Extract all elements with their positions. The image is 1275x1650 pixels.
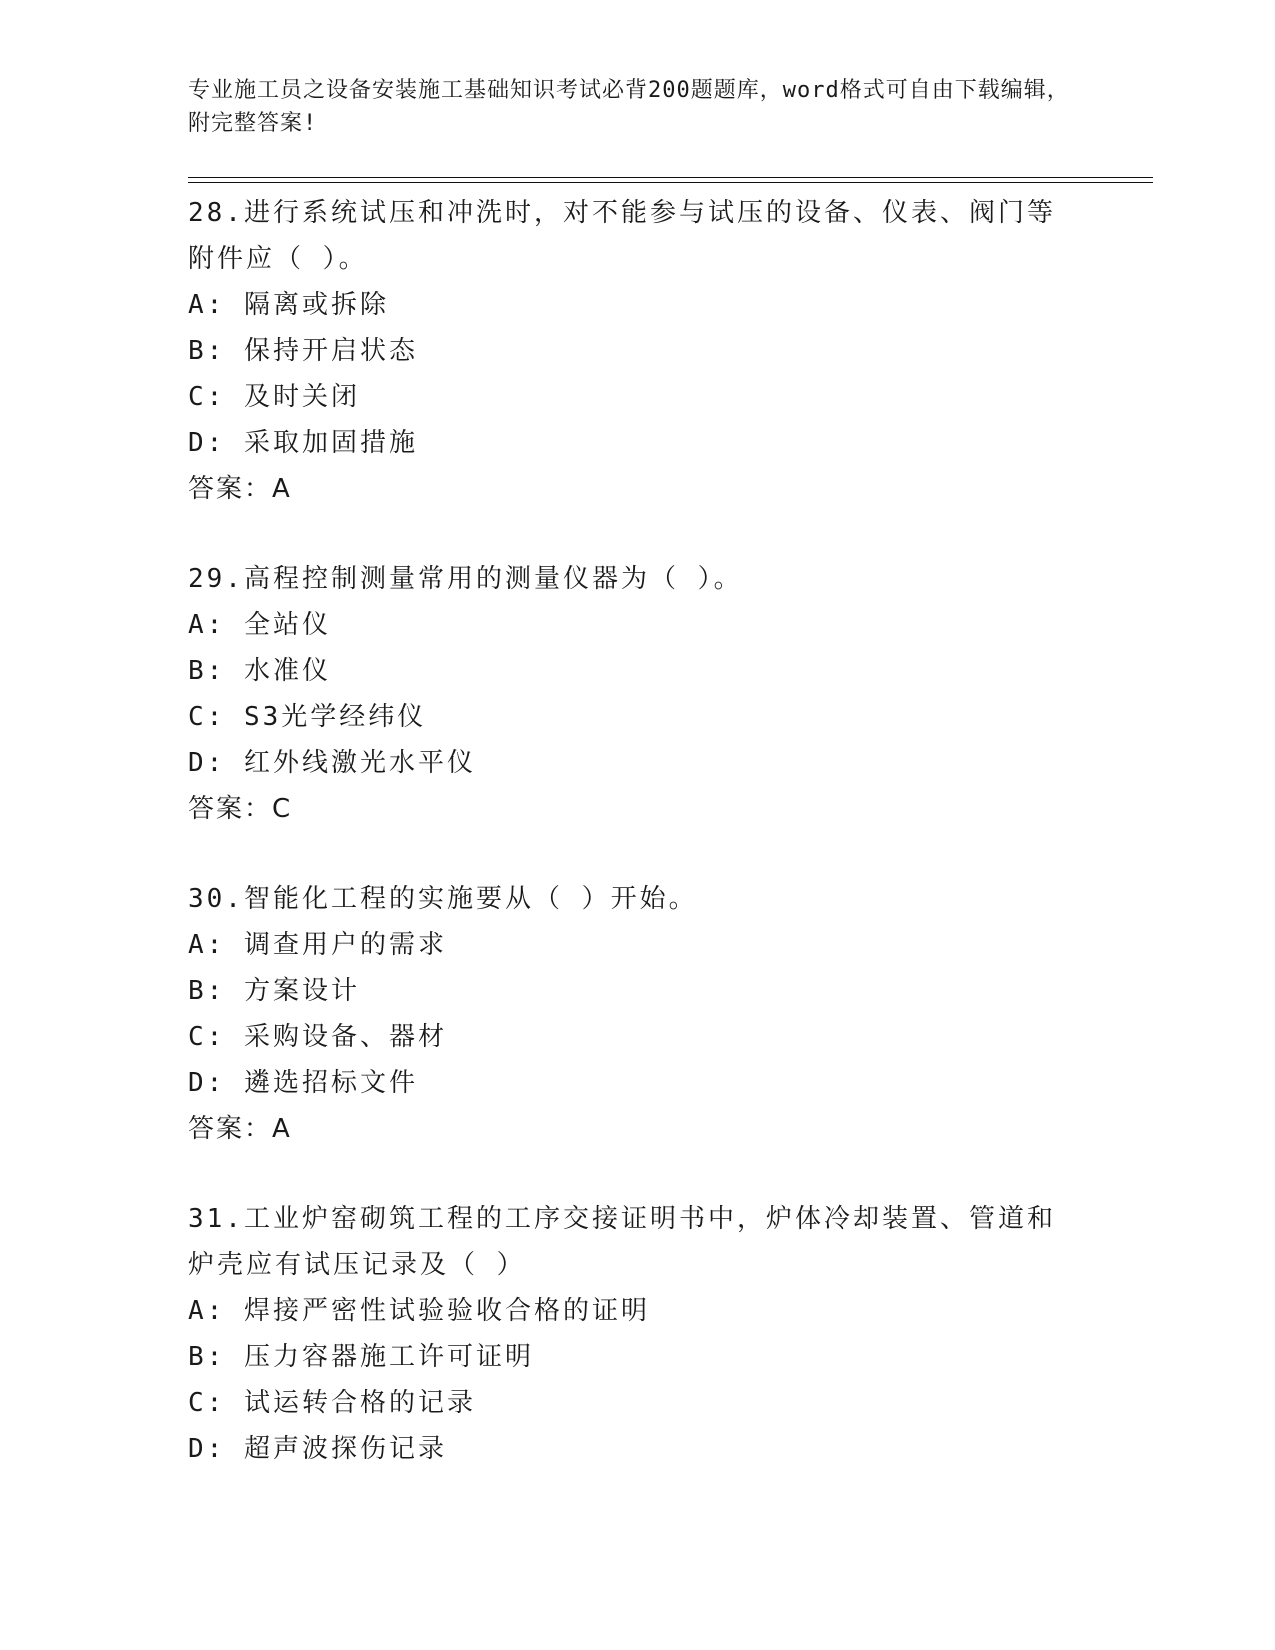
option-d: D: 超声波探伤记录: [188, 1434, 447, 1464]
question-28: [188, 190, 1088, 556]
option-d: D: 采取加固措施: [188, 428, 418, 458]
question-stem: 31.工业炉窑砌筑工程的工序交接证明书中，炉体冷却装置、管道和炉壳应有试压记录及（ ）: [188, 1204, 1056, 1280]
question-30: [188, 876, 1088, 1196]
option-d: D: 遴选招标文件: [188, 1068, 418, 1098]
header-rule-top: [188, 177, 1153, 178]
header-rule-bottom: [188, 182, 1153, 183]
option-b: B: 保持开启状态: [188, 336, 418, 366]
option-a: A: 焊接严密性试验验收合格的证明: [188, 1296, 650, 1326]
document-header: 专业施工员之设备安装施工基础知识考试必背200题题库，word格式可自由下载编辑，附完整答案!: [188, 78, 1070, 136]
option-c: C: 采购设备、器材: [188, 1022, 447, 1052]
option-a: A: 全站仪: [188, 610, 331, 640]
option-b: B: 水准仪: [188, 656, 331, 686]
option-b: B: 方案设计: [188, 976, 360, 1006]
question-spacer: [188, 512, 1088, 556]
answer-line: 答案：C: [188, 794, 293, 824]
question-stem: 29.高程控制测量常用的测量仪器为（ ）。: [188, 564, 743, 594]
option-b: B: 压力容器施工许可证明: [188, 1342, 534, 1372]
option-c: C: S3光学经纬仪: [188, 702, 427, 732]
question-31: [188, 1196, 1088, 1472]
question-spacer: [188, 832, 1088, 876]
option-a: A: 隔离或拆除: [188, 290, 389, 320]
option-a: A: 调查用户的需求: [188, 930, 447, 960]
question-stem: 28.进行系统试压和冲洗时，对不能参与试压的设备、仪表、阀门等附件应（ ）。: [188, 198, 1056, 274]
answer-line: 答案：A: [188, 474, 292, 504]
question-stem: 30.智能化工程的实施要从（ ）开始。: [188, 884, 698, 914]
question-spacer: [188, 1152, 1088, 1196]
question-list: [188, 190, 1088, 1472]
question-29: [188, 556, 1088, 876]
option-c: C: 试运转合格的记录: [188, 1388, 476, 1418]
answer-line: 答案：A: [188, 1114, 292, 1144]
option-c: C: 及时关闭: [188, 382, 360, 412]
option-d: D: 红外线激光水平仪: [188, 748, 476, 778]
